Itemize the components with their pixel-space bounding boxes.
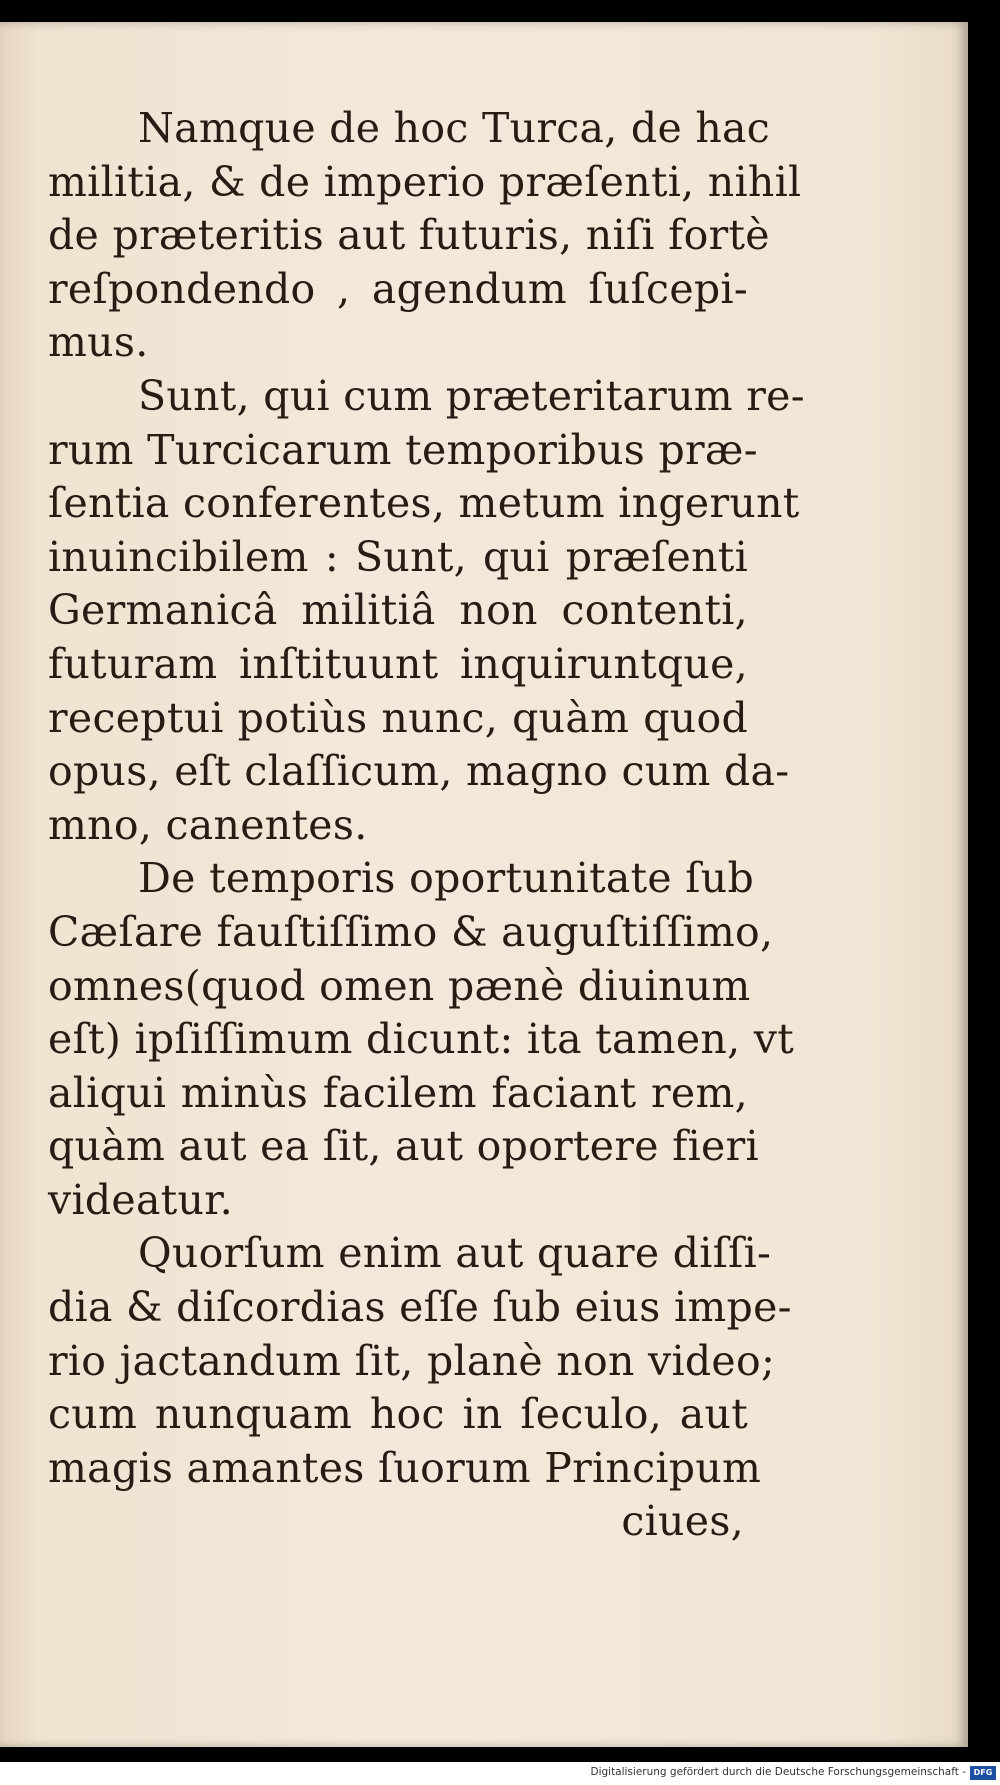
text-line: De temporis oportunitate ſub xyxy=(138,854,755,903)
text-line: opus, eſt claſſicum, magno cum da- xyxy=(48,747,790,796)
text-line: magis amantes ſuorum Principum xyxy=(48,1443,762,1492)
book-page xyxy=(0,22,968,1747)
text-line: Sunt, qui cum præteritarum re- xyxy=(138,371,805,420)
page-text xyxy=(48,102,805,1549)
text-line: Germanicâ militiâ non contenti, xyxy=(48,586,748,635)
text-line: ſentia conferentes, metum ingerunt xyxy=(48,479,800,528)
text-line: rio jactandum ſit, planè non video; xyxy=(48,1336,776,1385)
text-line: receptui potiùs nunc, quàm quod xyxy=(48,693,748,742)
text-line: eſt) ipſiſſimum dicunt: ita tamen, vt xyxy=(48,1015,795,1064)
paragraph-2 xyxy=(48,370,805,852)
text-line: inuincibilem : Sunt, qui præſenti xyxy=(48,532,748,581)
text-line: mus. xyxy=(48,318,149,367)
text-line: videatur. xyxy=(48,1175,233,1224)
text-line: reſpondendo , agendum ſuſcepi- xyxy=(48,264,748,313)
text-line: de præteritis aut futuris, niſi fortè xyxy=(48,211,770,260)
text-line: rum Turcicarum temporibus præ- xyxy=(48,425,758,474)
dfg-logo: DFG xyxy=(970,1766,996,1780)
funding-notice: Digitalisierung gefördert durch die Deutsche Forschungsgemeinschaft - xyxy=(590,1766,966,1778)
text-line: militia, & de imperio præſenti, nihil xyxy=(48,157,802,206)
text-line: aliqui minùs facilem faciant rem, xyxy=(48,1068,748,1117)
text-line: futuram inſtituunt inquiruntque, xyxy=(48,639,748,688)
text-line: Namque de hoc Turca, de hac xyxy=(138,104,771,152)
text-line: mno, canentes. xyxy=(48,800,368,849)
text-line: cum nunquam hoc in ſeculo, aut xyxy=(48,1390,748,1439)
text-line: omnes(quod omen pænè diuinum xyxy=(48,961,751,1010)
text-line: Cæſare fauſtiſſimo & auguſtiſſimo, xyxy=(48,907,774,956)
digitization-footer xyxy=(0,1762,1000,1785)
paragraph-3 xyxy=(48,852,795,1227)
text-line: dia & diſcordias eſſe ſub eius impe- xyxy=(48,1283,792,1332)
paragraph-1 xyxy=(48,102,802,370)
catchword: ciues, xyxy=(621,1497,744,1546)
text-line: Quorſum enim aut quare diſſi- xyxy=(138,1229,772,1278)
text-line: quàm aut ea ſit, aut oportere fieri xyxy=(48,1122,759,1171)
paragraph-4 xyxy=(48,1227,792,1495)
